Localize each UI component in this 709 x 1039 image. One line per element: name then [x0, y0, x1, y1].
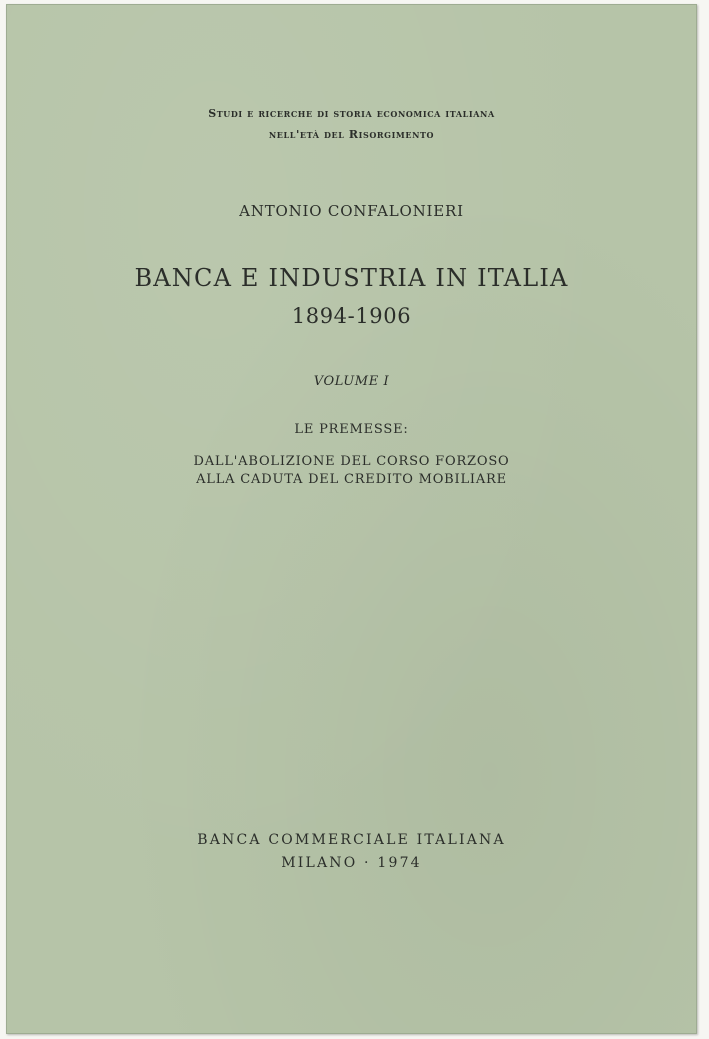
book-title: BANCA E INDUSTRIA IN ITALIA — [134, 264, 569, 292]
publisher-name: BANCA COMMERCIALE ITALIANA — [197, 832, 506, 848]
publication-place-year: MILANO · 1974 — [281, 855, 422, 871]
series-title-line-1: Studi e ricerche di storia economica italiana — [208, 107, 495, 120]
book-years: 1894-1906 — [291, 304, 412, 328]
author-name: ANTONIO CONFALONIERI — [239, 202, 464, 220]
subtitle-line-1: LE PREMESSE: — [294, 422, 409, 437]
series-title-line-2: nell'età del Risorgimento — [268, 128, 435, 141]
volume-label: VOLUME I — [313, 374, 390, 389]
subtitle-line-2: DALL'ABOLIZIONE DEL CORSO FORZOSO — [193, 454, 510, 469]
subtitle-line-3: ALLA CADUTA DEL CREDITO MOBILIARE — [196, 472, 507, 487]
book-cover — [6, 4, 697, 1034]
